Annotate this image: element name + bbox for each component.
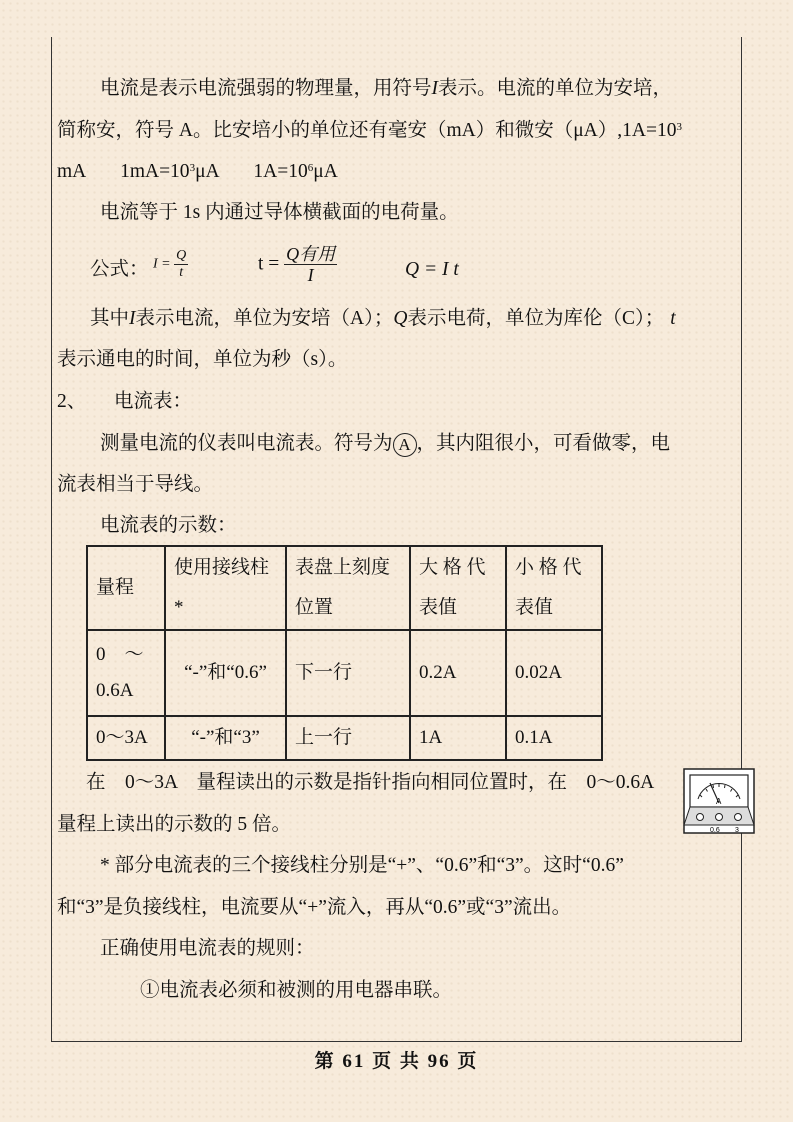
section2-title: 电流表： — [114, 391, 193, 412]
table-cell: 0.02A — [506, 630, 602, 716]
table-cell: 0 ～ 0.6A — [87, 630, 165, 716]
table-title: 电流表的示数： — [100, 515, 237, 536]
para4-line1: 测量电流的仪表叫电流表。符号为 A ，其内阻很小，可看做零，电 — [100, 432, 670, 457]
table-cell: 下一行 — [286, 630, 410, 716]
header-cell: 量程 — [87, 546, 165, 630]
table-cell: 上一行 — [286, 716, 410, 760]
para1-line2: 简称安，符号 A。比安培小的单位还有毫安（mA）和微安$(\mu A),1A=10^3$ — [57, 120, 682, 141]
rules-title: 正确使用电流表的规则： — [100, 938, 315, 959]
section2-number: 2、 — [57, 391, 87, 412]
para3-line1: 其中I表示电流，单位为安培（A）；Q表示电荷，单位为库伦（C）； t — [90, 308, 676, 329]
para5-line2: 量程上读出的示数的 5 倍。 — [57, 814, 292, 835]
header-cell: 大 格 代 表值 — [410, 546, 506, 630]
table-cell: “-”和“3” — [165, 716, 286, 760]
table-row — [87, 716, 602, 760]
header-cell: 使用接线柱 * — [165, 546, 286, 630]
para1-line1: 电流是表示电流强弱的物理量，用符号I表示。电流的单位为安培， — [100, 78, 673, 99]
ammeter-illustration-icon — [680, 765, 758, 837]
rule-1: ①电流表必须和被测的用电器串联。 — [140, 980, 453, 1001]
formula-2: t = $\frac{\text{Q有用}}{I}$ — [258, 244, 336, 285]
page-frame — [51, 37, 742, 1042]
para5-line1: 在 0～3A 量程读出的示数是指针指向相同位置时，在 0～0.6A — [86, 772, 655, 793]
formula-1: I = $\frac{Q}{t}$ — [153, 248, 187, 280]
table-cell: “-”和“0.6” — [165, 630, 286, 716]
ammeter-symbol-icon: A — [393, 433, 417, 457]
ammeter-reading-table — [86, 545, 603, 761]
para6-line1: * 部分电流表的三个接线柱分别是“+”、“0.6”和“3”。这时“0.6” — [100, 855, 624, 876]
para1-line3: mA $1mA=10^3\mu A$ $1A=10^6\mu A$ — [57, 161, 338, 182]
table-cell: 1A — [410, 716, 506, 760]
table-cell: 0.2A — [410, 630, 506, 716]
header-cell: 小 格 代 表值 — [506, 546, 602, 630]
para2: 电流等于 1s 内通过导体横截面的电荷量。 — [100, 202, 459, 223]
table-cell: 0～3A — [87, 716, 165, 760]
meter-label: A — [716, 797, 722, 806]
formula-3: Q = I t — [405, 259, 459, 280]
header-cell: 表盘上刻度 位置 — [286, 546, 410, 630]
table-cell: 0.1A — [506, 716, 602, 760]
table-row — [87, 630, 602, 716]
meter-term-1: 0.6 — [710, 827, 720, 834]
page-number: 第 61 页 共 96 页 — [314, 1051, 479, 1072]
para3-line2: 表示通电的时间，单位为秒（s）。 — [57, 349, 348, 370]
table-header-row — [87, 546, 602, 630]
formula-label: 公式： — [90, 259, 149, 280]
para4-line2: 流表相当于导线。 — [57, 474, 214, 495]
meter-term-2: 3 — [735, 827, 739, 834]
para6-line2: 和“3”是负接线柱，电流要从“+”流入，再从“0.6”或“3”流出。 — [57, 897, 572, 918]
